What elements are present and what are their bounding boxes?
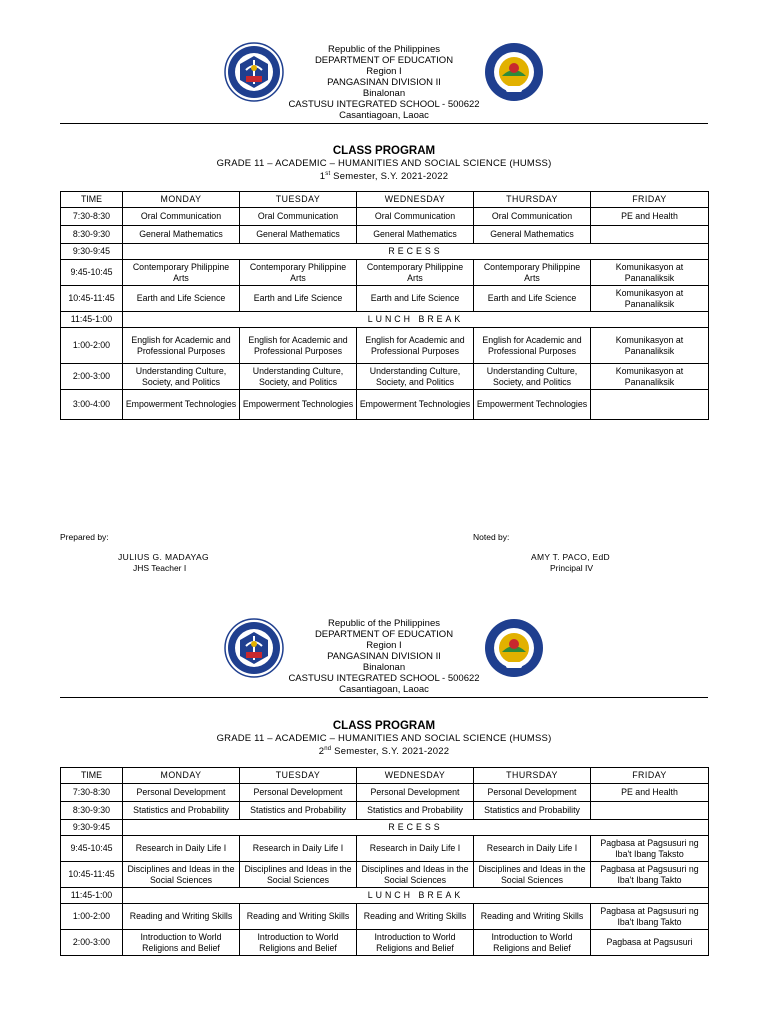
subject-cell: English for Academic and Professional Purposes <box>123 328 240 364</box>
time-cell: 9:45-10:45 <box>61 836 123 862</box>
subject-cell: Personal Development <box>123 784 240 802</box>
column-header: WEDNESDAY <box>357 192 474 208</box>
table-row <box>61 312 709 328</box>
subject-cell: Introduction to World Religions and Belief <box>240 930 357 956</box>
header-line: Casantiagoan, Laoac <box>339 110 429 121</box>
time-cell: 8:30-9:30 <box>61 226 123 244</box>
time-cell: 2:00-3:00 <box>61 930 123 956</box>
school-header <box>0 44 768 121</box>
time-cell: 9:30-9:45 <box>61 820 123 836</box>
subject-cell: General Mathematics <box>474 226 591 244</box>
header-line: Region I <box>366 640 402 651</box>
subject-cell: Introduction to World Religions and Belief <box>474 930 591 956</box>
subject-cell: Research in Daily Life I <box>123 836 240 862</box>
break-cell: LUNCH BREAK <box>123 312 709 328</box>
header-rule <box>60 123 708 124</box>
subject-cell: Contemporary Philippine Arts <box>123 260 240 286</box>
subject-cell: Oral Communication <box>123 208 240 226</box>
program-title: CLASS PROGRAM <box>332 720 436 732</box>
program-title-block <box>0 145 768 182</box>
time-cell: 8:30-9:30 <box>61 802 123 820</box>
subject-cell: Empowerment Technologies <box>357 390 474 420</box>
subject-cell: Oral Communication <box>357 208 474 226</box>
subject-cell: Empowerment Technologies <box>474 390 591 420</box>
prepared-by-label: Prepared by: <box>60 532 109 542</box>
prepared-by-name: JULIUS G. MADAYAG <box>118 552 210 562</box>
program-semester: 1st Semester, S.Y. 2021-2022 <box>319 171 449 183</box>
subject-cell: Personal Development <box>474 784 591 802</box>
header-rule <box>60 697 708 698</box>
break-cell: LUNCH BREAK <box>123 888 709 904</box>
subject-cell: English for Academic and Professional Purposes <box>474 328 591 364</box>
subject-cell: Contemporary Philippine Arts <box>474 260 591 286</box>
subject-cell: Personal Development <box>357 784 474 802</box>
subject-cell: General Mathematics <box>357 226 474 244</box>
subject-cell: Disciplines and Ideas in the Social Sciences <box>357 862 474 888</box>
subject-cell: Understanding Culture, Society, and Politics <box>474 364 591 390</box>
column-header: FRIDAY <box>591 192 709 208</box>
noted-by-label: Noted by: <box>473 532 510 542</box>
subject-cell: Understanding Culture, Society, and Politics <box>240 364 357 390</box>
subject-cell: Empowerment Technologies <box>123 390 240 420</box>
column-header: WEDNESDAY <box>357 768 474 784</box>
column-header: FRIDAY <box>591 768 709 784</box>
column-header: TIME <box>61 768 123 784</box>
subject-cell: Earth and Life Science <box>240 286 357 312</box>
subject-cell: Research in Daily Life I <box>474 836 591 862</box>
subject-cell: Research in Daily Life I <box>240 836 357 862</box>
column-header: THURSDAY <box>474 192 591 208</box>
time-cell: 1:00-2:00 <box>61 328 123 364</box>
header-line: Region I <box>366 66 402 77</box>
header-line: CASTUSU INTEGRATED SCHOOL - 500622 <box>288 99 480 110</box>
column-header: TUESDAY <box>240 192 357 208</box>
table-header-row <box>61 768 709 784</box>
header-line: PANGASINAN DIVISION II <box>327 651 441 662</box>
subject-cell: Reading and Writing Skills <box>357 904 474 930</box>
subject-cell: Research in Daily Life I <box>357 836 474 862</box>
time-cell: 11:45-1:00 <box>61 888 123 904</box>
noted-by-name: AMY T. PACO, EdD <box>531 552 610 562</box>
table-row <box>61 328 709 364</box>
program-subtitle: GRADE 11 – ACADEMIC – HUMANITIES AND SOCIAL SCIENCE (HUMSS) <box>216 733 552 744</box>
header-line: DEPARTMENT OF EDUCATION <box>314 629 454 640</box>
subject-cell: Reading and Writing Skills <box>474 904 591 930</box>
header-line: Republic of the Philippines <box>328 618 440 629</box>
subject-cell: General Mathematics <box>240 226 357 244</box>
table-row <box>61 244 709 260</box>
time-cell: 3:00-4:00 <box>61 390 123 420</box>
time-cell: 9:45-10:45 <box>61 260 123 286</box>
subject-cell: Contemporary Philippine Arts <box>357 260 474 286</box>
subject-cell: Contemporary Philippine Arts <box>240 260 357 286</box>
time-cell: 7:30-8:30 <box>61 784 123 802</box>
header-line: Casantiagoan, Laoac <box>339 684 429 695</box>
program-title-block <box>0 720 768 757</box>
column-header: TUESDAY <box>240 768 357 784</box>
subject-cell: Komunikasyon at Pananaliksik <box>591 364 709 390</box>
time-cell: 7:30-8:30 <box>61 208 123 226</box>
subject-cell: Earth and Life Science <box>123 286 240 312</box>
column-header: MONDAY <box>123 768 240 784</box>
table-row <box>61 836 709 862</box>
subject-cell: General Mathematics <box>123 226 240 244</box>
time-cell: 10:45-11:45 <box>61 862 123 888</box>
table-row <box>61 888 709 904</box>
subject-cell: Disciplines and Ideas in the Social Sciences <box>240 862 357 888</box>
subject-cell: Introduction to World Religions and Belief <box>123 930 240 956</box>
schedule-table-1st-semester <box>60 191 709 420</box>
table-row <box>61 260 709 286</box>
column-header: THURSDAY <box>474 768 591 784</box>
header-line: Republic of the Philippines <box>328 44 440 55</box>
subject-cell: English for Academic and Professional Purposes <box>357 328 474 364</box>
column-header: MONDAY <box>123 192 240 208</box>
table-header-row <box>61 192 709 208</box>
break-cell: RECESS <box>123 244 709 260</box>
program-subtitle: GRADE 11 – ACADEMIC – HUMANITIES AND SOCIAL SCIENCE (HUMSS) <box>216 158 552 169</box>
header-line: PANGASINAN DIVISION II <box>327 77 441 88</box>
table-row <box>61 286 709 312</box>
subject-cell: Disciplines and Ideas in the Social Sciences <box>123 862 240 888</box>
subject-cell: Pagbasa at Pagsusuri ng Iba't Ibang Takto <box>591 904 709 930</box>
subject-cell: Reading and Writing Skills <box>240 904 357 930</box>
header-line: CASTUSU INTEGRATED SCHOOL - 500622 <box>288 673 480 684</box>
table-row <box>61 930 709 956</box>
subject-cell: Reading and Writing Skills <box>123 904 240 930</box>
subject-cell: Earth and Life Science <box>474 286 591 312</box>
subject-cell: Introduction to World Religions and Belief <box>357 930 474 956</box>
subject-cell: Personal Development <box>240 784 357 802</box>
subject-cell: Statistics and Probability <box>474 802 591 820</box>
subject-cell: Komunikasyon at Pananaliksik <box>591 286 709 312</box>
header-line: DEPARTMENT OF EDUCATION <box>314 55 454 66</box>
table-row <box>61 364 709 390</box>
time-cell: 1:00-2:00 <box>61 904 123 930</box>
table-row <box>61 904 709 930</box>
subject-cell: English for Academic and Professional Purposes <box>240 328 357 364</box>
subject-cell: Pagbasa at Pagsusuri ng Iba't Ibang Taksto <box>591 836 709 862</box>
table-row <box>61 226 709 244</box>
subject-cell: Oral Communication <box>474 208 591 226</box>
subject-cell: PE and Health <box>591 784 709 802</box>
subject-cell: Understanding Culture, Society, and Politics <box>123 364 240 390</box>
table-row <box>61 862 709 888</box>
subject-cell: Komunikasyon at Pananaliksik <box>591 328 709 364</box>
time-cell: 9:30-9:45 <box>61 244 123 260</box>
subject-cell <box>591 802 709 820</box>
table-row <box>61 208 709 226</box>
subject-cell: Understanding Culture, Society, and Politics <box>357 364 474 390</box>
subject-cell <box>591 226 709 244</box>
subject-cell: Statistics and Probability <box>123 802 240 820</box>
table-row <box>61 820 709 836</box>
subject-cell: Disciplines and Ideas in the Social Sciences <box>474 862 591 888</box>
subject-cell: Empowerment Technologies <box>240 390 357 420</box>
table-row <box>61 802 709 820</box>
table-row <box>61 784 709 802</box>
subject-cell: Statistics and Probability <box>240 802 357 820</box>
schedule-table-2nd-semester <box>60 767 709 956</box>
subject-cell: Oral Communication <box>240 208 357 226</box>
subject-cell: Statistics and Probability <box>357 802 474 820</box>
program-title: CLASS PROGRAM <box>332 145 436 157</box>
prepared-by-title: JHS Teacher I <box>133 563 187 573</box>
subject-cell <box>591 390 709 420</box>
break-cell: RECESS <box>123 820 709 836</box>
time-cell: 11:45-1:00 <box>61 312 123 328</box>
time-cell: 2:00-3:00 <box>61 364 123 390</box>
noted-by-title: Principal IV <box>550 563 593 573</box>
subject-cell: PE and Health <box>591 208 709 226</box>
header-line: Binalonan <box>362 662 406 673</box>
subject-cell: Pagbasa at Pagsusuri <box>591 930 709 956</box>
subject-cell: Pagbasa at Pagsusuri ng Iba't Ibang Takto <box>591 862 709 888</box>
time-cell: 10:45-11:45 <box>61 286 123 312</box>
column-header: TIME <box>61 192 123 208</box>
header-line: Binalonan <box>362 88 406 99</box>
subject-cell: Earth and Life Science <box>357 286 474 312</box>
program-semester: 2nd Semester, S.Y. 2021-2022 <box>318 746 450 758</box>
school-header <box>0 618 768 695</box>
table-row <box>61 390 709 420</box>
subject-cell: Komunikasyon at Pananaliksik <box>591 260 709 286</box>
